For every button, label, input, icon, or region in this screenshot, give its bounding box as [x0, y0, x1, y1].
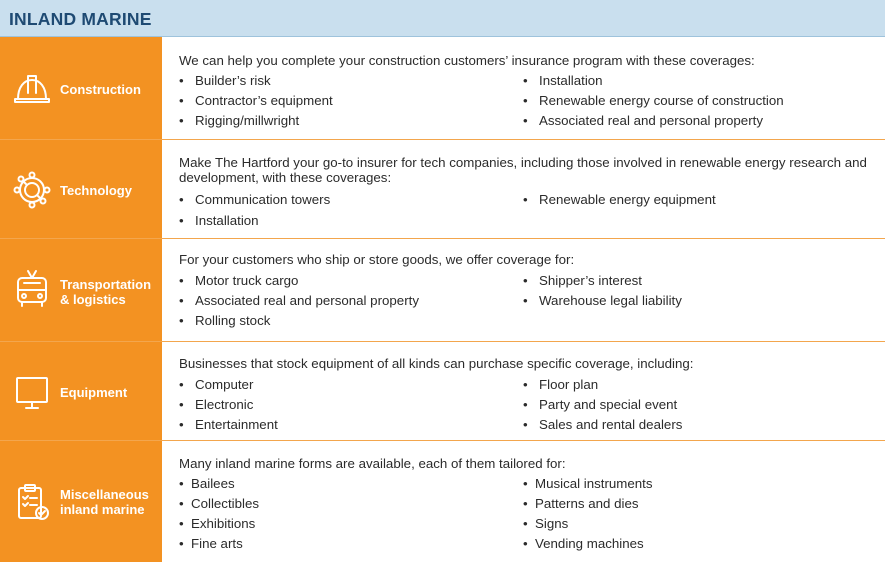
list-item: • Musical instruments — [523, 476, 653, 491]
section-side-panel — [0, 441, 162, 562]
bullet-icon: • — [179, 73, 184, 88]
list-item: • Rigging/millwright — [179, 113, 300, 128]
list-item: • Installation — [523, 73, 603, 88]
bullet-icon: • — [523, 536, 528, 551]
bullet-icon: • — [179, 417, 184, 432]
list-item: • Fine arts — [179, 536, 243, 551]
gear-network-icon — [12, 170, 52, 210]
section-label: Transportation & logistics — [60, 277, 152, 307]
bullet-icon: • — [523, 113, 528, 128]
section-equipment — [0, 342, 885, 441]
section-intro: Many inland marine forms are available, each of them tailored for: — [179, 456, 566, 471]
list-item: • Electronic — [179, 397, 254, 412]
bullet-icon: • — [523, 273, 528, 288]
list-item: • Computer — [179, 377, 254, 392]
section-label: Technology — [60, 183, 132, 198]
list-item: • Exhibitions — [179, 516, 256, 531]
list-item: • Associated real and personal property — [523, 113, 763, 128]
list-item: • Contractor’s equipment — [179, 93, 333, 108]
bullet-icon: • — [179, 476, 184, 491]
clipboard-check-icon — [12, 483, 52, 523]
section-intro: Make The Hartford your go-to insurer for tech companies, including those involved in renewable energy research and development, with these coverages: — [179, 155, 867, 185]
list-item: • Bailees — [179, 476, 235, 491]
section-miscellaneous-inland-marine — [0, 441, 885, 562]
bullet-icon: • — [179, 293, 184, 308]
header-banner — [0, 0, 885, 37]
bullet-icon: • — [523, 476, 528, 491]
section-label: Equipment — [60, 385, 128, 400]
section-intro: We can help you complete your construction customers’ insurance program with these coverages: — [179, 53, 755, 68]
list-item: • Warehouse legal liability — [523, 293, 682, 308]
bullet-icon: • — [179, 213, 184, 228]
bullet-icon: • — [523, 73, 528, 88]
list-item: • Installation — [179, 213, 259, 228]
bullet-icon: • — [179, 192, 184, 207]
list-item: • Floor plan — [523, 377, 599, 392]
list-item: • Entertainment — [179, 417, 278, 432]
list-item: • Vending machines — [523, 536, 644, 551]
section-body — [179, 37, 879, 139]
page-title: INLAND MARINE — [9, 9, 152, 29]
list-item: • Motor truck cargo — [179, 273, 299, 288]
bullet-icon: • — [523, 93, 528, 108]
section-body — [179, 342, 879, 440]
list-item: • Builder’s risk — [179, 73, 271, 88]
list-item: • Renewable energy course of construction — [523, 93, 784, 108]
list-item: • Associated real and personal property — [179, 293, 419, 308]
bullet-icon: • — [523, 192, 528, 207]
bullet-icon: • — [523, 516, 528, 531]
bullet-icon: • — [179, 93, 184, 108]
list-item: • Patterns and dies — [523, 496, 639, 511]
section-intro: For your customers who ship or store goods, we offer coverage for: — [179, 252, 575, 267]
list-item: • Party and special event — [523, 397, 678, 412]
list-item: • Renewable energy equipment — [523, 192, 716, 207]
bullet-icon: • — [179, 536, 184, 551]
section-label: Construction — [60, 82, 141, 97]
monitor-icon — [12, 373, 52, 413]
list-item: • Sales and rental dealers — [523, 417, 683, 432]
section-label: Miscellaneous inland marine — [60, 487, 149, 517]
section-body — [179, 140, 879, 238]
bullet-icon: • — [523, 293, 528, 308]
section-side-panel — [0, 140, 162, 238]
bullet-icon: • — [179, 516, 184, 531]
list-item: • Signs — [523, 516, 569, 531]
section-intro: Businesses that stock equipment of all kinds can purchase specific coverage, including: — [179, 356, 694, 371]
section-body — [179, 441, 879, 562]
bullet-icon: • — [179, 496, 184, 511]
bullet-icon: • — [179, 273, 184, 288]
section-side-panel — [0, 342, 162, 440]
section-body — [179, 239, 879, 341]
bullet-icon: • — [179, 377, 184, 392]
list-item: • Collectibles — [179, 496, 259, 511]
section-side-panel — [0, 37, 162, 139]
bullet-icon: • — [179, 397, 184, 412]
bullet-icon: • — [179, 113, 184, 128]
section-construction — [0, 37, 885, 140]
section-technology — [0, 140, 885, 239]
section-transportation-logistics — [0, 239, 885, 342]
bullet-icon: • — [523, 397, 528, 412]
bullet-icon: • — [523, 417, 528, 432]
hard-hat-icon — [12, 69, 52, 109]
section-side-panel — [0, 239, 162, 341]
trolley-bus-icon — [12, 269, 52, 309]
bullet-icon: • — [523, 377, 528, 392]
bullet-icon: • — [179, 313, 184, 328]
bullet-icon: • — [523, 496, 528, 511]
list-item: • Rolling stock — [179, 313, 271, 328]
list-item: • Shipper’s interest — [523, 273, 642, 288]
list-item: • Communication towers — [179, 192, 331, 207]
